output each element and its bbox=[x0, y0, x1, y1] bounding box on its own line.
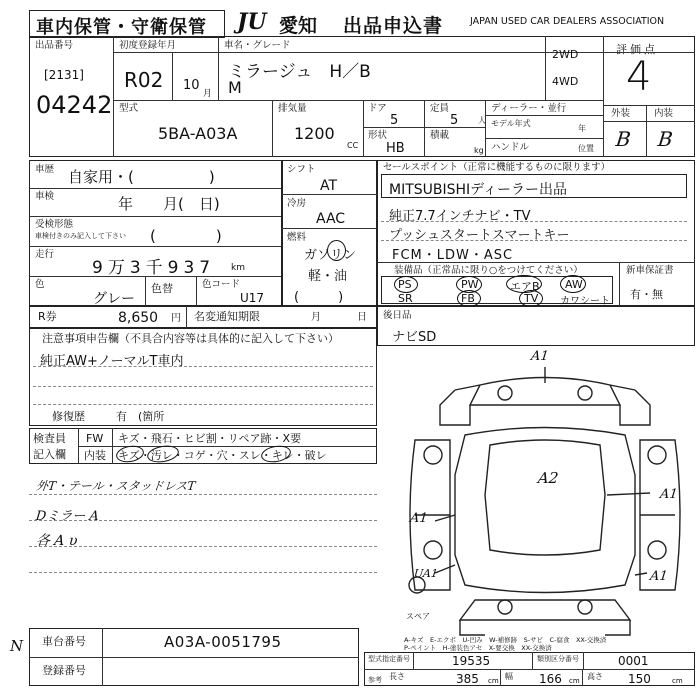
equipment-fb: FB bbox=[461, 292, 475, 305]
diagram-ua1: UA1 bbox=[413, 567, 439, 580]
displacement-value: 1200 bbox=[294, 124, 335, 143]
model-cert-value: 19535 bbox=[452, 654, 491, 668]
association-name: JAPAN USED CAR DEALERS ASSOCIATION bbox=[470, 16, 665, 27]
mileage-unit: km bbox=[231, 263, 245, 273]
height-value: 150 bbox=[628, 672, 651, 686]
displacement-label: 排気量 bbox=[278, 103, 307, 114]
exterior-grade: B bbox=[614, 127, 632, 151]
mileage-label: 走行 bbox=[35, 249, 55, 260]
equipment-tv-circle bbox=[519, 290, 543, 307]
notice-label: 名変通知期限 bbox=[194, 310, 260, 323]
interior-items: キズ・汚レ・コゲ・穴・スレ・キレ・破レ bbox=[118, 449, 327, 462]
recycle-label: R券 bbox=[38, 310, 57, 323]
warranty-label: 新車保証書 bbox=[626, 265, 674, 276]
inspection-label: 車検 bbox=[35, 191, 55, 202]
diagram-a2: A2 bbox=[537, 469, 560, 487]
load-label: 積載 bbox=[430, 130, 450, 141]
repair-label: 修復歴 bbox=[52, 410, 85, 423]
color-code: U17 bbox=[240, 291, 265, 305]
handwritten-note-3: 各 A υ bbox=[35, 533, 79, 549]
drive-2wd: 2WD bbox=[552, 48, 579, 61]
ju-logo-text: 愛知 bbox=[279, 15, 318, 37]
model-cert-label: 型式指定番号 bbox=[368, 655, 410, 663]
interior-items-label: 内装 bbox=[84, 449, 106, 462]
interior-grade: B bbox=[656, 127, 674, 151]
equipment-pw: PW bbox=[461, 278, 479, 291]
diagram-a1-right: A1 bbox=[659, 487, 679, 502]
selling-point-1: MITSUBISHIディーラー出品 bbox=[389, 182, 568, 198]
equipment-airbag: エアB bbox=[510, 280, 540, 293]
fw-label: FW bbox=[86, 432, 104, 445]
registration-era-year: R02 bbox=[124, 68, 164, 92]
capacity-unit: 人 bbox=[478, 116, 486, 125]
diagram-a1-bottom: A1 bbox=[649, 569, 669, 584]
repair-value: 有 (箇所 bbox=[116, 410, 165, 423]
handwritten-note-2: Dミラー A bbox=[35, 509, 100, 524]
capacity-label: 定員 bbox=[430, 103, 450, 114]
diagram-a1-left: A1 bbox=[409, 511, 429, 526]
load-unit: kg bbox=[474, 146, 484, 155]
doors-label: ドア bbox=[368, 103, 387, 114]
inspector-label-1: 検査員 bbox=[33, 432, 66, 445]
aftermarket-label: 後日品 bbox=[383, 310, 412, 321]
dealer-label: ディーラー・並行 bbox=[491, 103, 567, 114]
handwritten-note-1: 外T・テール・スタッドレスT bbox=[35, 479, 197, 493]
receipt-label: 受検形態 bbox=[35, 219, 74, 230]
lot-sub: [2131] bbox=[44, 68, 84, 82]
class-label: 類別区分番号 bbox=[537, 655, 579, 663]
registration-month: 10 bbox=[183, 78, 200, 93]
length-unit: cm bbox=[488, 677, 499, 685]
drive-4wd: 4WD bbox=[552, 75, 579, 88]
model-year-unit: 年 bbox=[578, 124, 586, 133]
fuel-label: 燃料 bbox=[287, 232, 307, 243]
fuel-gasoline-circle bbox=[327, 240, 346, 261]
doors-value: 5 bbox=[390, 113, 399, 128]
car-diagram bbox=[395, 345, 695, 645]
ju-logo: JU bbox=[237, 9, 267, 35]
equipment-sr: SR bbox=[398, 292, 413, 305]
receipt-note: 車検付きのみ記入して下さい bbox=[35, 232, 126, 240]
equipment-ps-circle bbox=[394, 276, 418, 293]
shift-value: AT bbox=[320, 178, 338, 194]
selling-point-3: プッシュスタートスマートキー bbox=[389, 228, 570, 243]
color-label: 色 bbox=[35, 279, 45, 290]
registration-label: 初度登録年月 bbox=[119, 40, 177, 51]
capacity-value: 5 bbox=[450, 113, 459, 128]
handle-label: ハンドル bbox=[491, 142, 530, 153]
diagram-legend-2: P-ペイント H-塗装色アセ X-要交換 XX-交換済 bbox=[404, 644, 552, 652]
recycle-value: 8,650 bbox=[118, 310, 159, 326]
car-name: ミラージュ H／B bbox=[228, 62, 371, 82]
color-code-label: 色コード bbox=[202, 279, 241, 290]
recycle-unit: 円 bbox=[171, 313, 181, 324]
lot-label: 出品番号 bbox=[35, 40, 74, 51]
color-value: グレー bbox=[93, 291, 135, 307]
car-grade: M bbox=[228, 78, 242, 97]
diagram-spare: スペア bbox=[406, 612, 430, 621]
selling-point-4: FCM・LDW・ASC bbox=[392, 248, 514, 263]
notice-month-unit: 月 bbox=[311, 312, 321, 323]
grade-score: 4 bbox=[626, 54, 652, 100]
ref-label: 参考 bbox=[368, 676, 382, 684]
form-title: 出品申込書 bbox=[343, 15, 444, 37]
equipment-tv: TV bbox=[524, 292, 539, 305]
notes-line-1: 純正AW+ノーマルT車内 bbox=[40, 354, 184, 369]
ac-value: AAC bbox=[316, 211, 346, 227]
width-value: 166 bbox=[539, 672, 562, 686]
inspection-value: 年 月( 日) bbox=[118, 195, 220, 213]
class-value: 0001 bbox=[618, 654, 649, 668]
displacement-unit: CC bbox=[347, 141, 359, 150]
exterior-label: 外装 bbox=[611, 108, 631, 119]
model-year-label: モデル年式 bbox=[491, 119, 531, 128]
equipment-ps: PS bbox=[398, 278, 412, 291]
model-value: 5BA-A03A bbox=[158, 124, 238, 143]
aftermarket-value: ナビSD bbox=[392, 330, 437, 345]
equipment-aw: AW bbox=[565, 278, 583, 291]
chassis-value: A03A-0051795 bbox=[164, 633, 282, 651]
length-label: 長さ bbox=[389, 672, 405, 681]
fuel-gasoline: ガソリン bbox=[304, 248, 357, 263]
warranty-options: 有・無 bbox=[630, 288, 663, 301]
selling-points-label: セールスポイント（正常に機能するものに限ります） bbox=[383, 162, 611, 173]
plate-label: 登録番号 bbox=[42, 664, 86, 677]
length-value: 385 bbox=[456, 672, 479, 686]
lot-number: 04242 bbox=[36, 91, 113, 119]
diagram-legend-1: A-キズ E-エクボ U-凹み W-補修跡 S-サビ C-腐食 XX-交換済 bbox=[404, 636, 607, 644]
history-label: 車歴 bbox=[35, 164, 55, 175]
shift-label: シフト bbox=[287, 164, 316, 175]
diagram-a1-top: A1 bbox=[530, 349, 550, 364]
history-value: 自家用・( ) bbox=[68, 168, 215, 186]
fuel-diesel: 軽・油 bbox=[308, 269, 348, 284]
inspector-label-2: 記入欄 bbox=[33, 448, 66, 461]
color-change-label: 色替 bbox=[151, 282, 173, 295]
height-label: 高さ bbox=[587, 672, 603, 681]
body-type-label: 形状 bbox=[368, 130, 388, 141]
mileage-value: 9万3千937 bbox=[92, 258, 216, 278]
margin-mark: N bbox=[10, 637, 24, 655]
registration-month-unit: 月 bbox=[203, 89, 213, 99]
car-name-label: 車名・グレード bbox=[224, 40, 291, 51]
grade-label: 評価点 bbox=[616, 43, 658, 56]
receipt-value: ( ) bbox=[150, 227, 222, 245]
storage-tag: 車内保管・守衛保管 bbox=[36, 17, 207, 38]
model-label: 型式 bbox=[119, 103, 139, 114]
selling-point-2: 純正7.7インチナビ・TV bbox=[389, 209, 531, 224]
width-unit: cm bbox=[569, 677, 580, 685]
fuel-other: ( ) bbox=[294, 290, 344, 305]
equipment-aw-circle bbox=[560, 275, 586, 293]
chassis-label: 車台番号 bbox=[42, 635, 86, 648]
ac-label: 冷房 bbox=[287, 198, 307, 209]
notes-label: 注意事項申告欄（不具合内容等は具体的に記入して下さい） bbox=[42, 332, 339, 345]
height-unit: cm bbox=[672, 677, 683, 685]
handle-unit: 位置 bbox=[578, 144, 594, 153]
fw-items: キズ・飛石・ヒビ割・リペア跡・X要 bbox=[118, 432, 302, 445]
equipment-leather: カワシート bbox=[560, 296, 610, 307]
interior-label: 内装 bbox=[654, 108, 674, 119]
equipment-fb-circle bbox=[457, 290, 481, 307]
notice-day-unit: 日 bbox=[357, 312, 367, 323]
width-label: 幅 bbox=[505, 672, 513, 681]
equipment-label: 装備品（正常品に限り○をつけてください） bbox=[394, 265, 583, 276]
body-type-value: HB bbox=[386, 141, 405, 156]
